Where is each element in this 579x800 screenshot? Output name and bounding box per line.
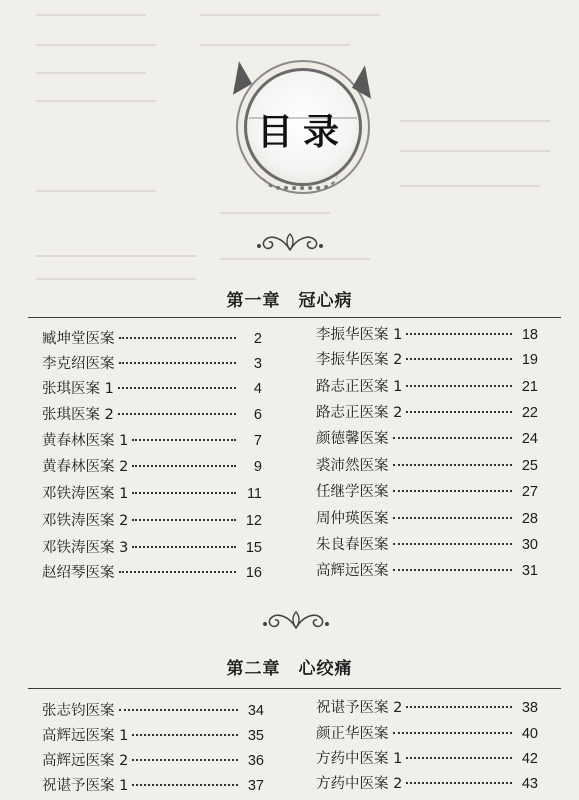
toc-entry-name: 方药中医案 2 — [316, 776, 403, 792]
toc-entry-name: 颜正华医案 — [316, 726, 389, 742]
toc-entry-name: 臧坤堂医案 — [42, 331, 115, 347]
toc-entry-page: 38 — [521, 700, 538, 716]
toc-entry[interactable] — [316, 376, 538, 398]
toc-entry[interactable] — [42, 483, 262, 505]
toc-entry[interactable] — [42, 353, 262, 375]
toc-entry[interactable] — [42, 700, 264, 722]
toc-entry-page: 31 — [521, 563, 538, 579]
toc-entry-name: 李克绍医案 — [42, 356, 115, 372]
title-emblem — [226, 54, 376, 182]
toc-entry[interactable] — [316, 324, 538, 346]
toc-entry[interactable] — [42, 562, 262, 584]
toc-entry-name: 路志正医案 1 — [316, 379, 403, 395]
toc-entry[interactable] — [316, 428, 538, 450]
leader-dots — [406, 333, 512, 335]
leader-dots — [132, 519, 236, 521]
toc-entry-name: 路志正医案 2 — [316, 405, 403, 421]
flourish-ornament-2 — [259, 608, 333, 634]
leader-dots — [132, 784, 238, 786]
toc-entry-name: 李振华医案 1 — [316, 327, 403, 343]
leader-dots — [406, 782, 512, 784]
toc-entry-page: 4 — [253, 381, 262, 397]
leader-dots — [132, 546, 236, 548]
leader-dots — [119, 337, 237, 339]
toc-entry[interactable] — [316, 773, 538, 795]
toc-entry-page: 16 — [245, 565, 262, 581]
leader-dots — [393, 543, 513, 545]
toc-entry-page: 21 — [521, 379, 538, 395]
chapter-1-heading — [0, 286, 579, 311]
leader-dots — [406, 358, 512, 360]
leader-dots — [132, 759, 238, 761]
leader-dots — [393, 569, 513, 571]
toc-entry[interactable] — [316, 402, 538, 424]
toc-entry[interactable] — [42, 378, 262, 400]
chapter-2-rule — [28, 688, 561, 689]
leader-dots — [119, 571, 237, 573]
toc-entry-page: 43 — [521, 776, 538, 792]
toc-entry-name: 张志钧医案 — [42, 703, 115, 719]
leader-dots — [118, 387, 236, 389]
leader-dots — [393, 464, 513, 466]
toc-entry-page: 2 — [253, 331, 262, 347]
flourish-ornament-1 — [253, 230, 327, 256]
toc-entry-name: 黄春林医案 1 — [42, 433, 129, 449]
toc-entry-name: 邓铁涛医案 3 — [42, 540, 129, 556]
toc-entry[interactable] — [42, 750, 264, 772]
leader-dots — [406, 706, 512, 708]
chapter-2-number: 第二章 — [226, 659, 281, 679]
chapter-1-title: 冠心病 — [298, 291, 353, 311]
toc-entry-name: 高辉远医案 1 — [42, 728, 129, 744]
toc-entry[interactable] — [316, 748, 538, 770]
toc-entry[interactable] — [42, 725, 264, 747]
toc-entry[interactable] — [316, 508, 538, 530]
leader-dots — [118, 413, 236, 415]
toc-entry[interactable] — [316, 560, 538, 582]
toc-entry[interactable] — [42, 404, 262, 426]
chapter-2-heading — [0, 654, 579, 679]
toc-entry[interactable] — [42, 537, 262, 559]
toc-entry-page: 27 — [521, 484, 538, 500]
chapter-1-rule — [28, 317, 561, 318]
leader-dots — [132, 465, 236, 467]
toc-entry-page: 28 — [521, 511, 538, 527]
toc-entry-name: 高辉远医案 — [316, 563, 389, 579]
toc-entry-name: 张琪医案 2 — [42, 407, 114, 423]
toc-entry-name: 朱良春医案 — [316, 537, 389, 553]
toc-entry-page: 6 — [253, 407, 262, 423]
leader-dots — [119, 362, 237, 364]
page-title: 目录 — [256, 112, 349, 153]
toc-entry-page: 36 — [247, 753, 264, 769]
toc-entry[interactable] — [316, 481, 538, 503]
toc-entry-name: 张琪医案 1 — [42, 381, 114, 397]
leader-dots — [393, 490, 513, 492]
leader-dots — [393, 437, 513, 439]
toc-entry-name: 裘沛然医案 — [316, 458, 389, 474]
toc-entry[interactable] — [316, 723, 538, 745]
toc-entry[interactable] — [316, 697, 538, 719]
toc-entry-page: 22 — [521, 405, 538, 421]
title-badge — [244, 68, 362, 186]
toc-entry-page: 35 — [247, 728, 264, 744]
leader-dots — [406, 757, 512, 759]
toc-entry-page: 18 — [521, 327, 538, 343]
leader-dots — [393, 732, 513, 734]
toc-entry-page: 42 — [521, 751, 538, 767]
toc-entry-page: 34 — [247, 703, 264, 719]
toc-entry-page: 24 — [521, 431, 538, 447]
leader-dots — [132, 734, 238, 736]
scallop-ornament — [262, 172, 338, 190]
toc-entry[interactable] — [316, 349, 538, 371]
toc-entry-name: 祝谌予医案 1 — [42, 778, 129, 794]
toc-entry-page: 25 — [521, 458, 538, 474]
toc-entry-page: 37 — [247, 778, 264, 794]
toc-entry-page: 40 — [521, 726, 538, 742]
toc-entry[interactable] — [316, 455, 538, 477]
toc-entry[interactable] — [42, 510, 262, 532]
toc-entry-name: 黄春林医案 2 — [42, 459, 129, 475]
toc-entry-page: 30 — [521, 537, 538, 553]
toc-entry[interactable] — [42, 456, 262, 478]
toc-entry-name: 李振华医案 2 — [316, 352, 403, 368]
leader-dots — [119, 709, 239, 711]
chapter-1-number: 第一章 — [226, 291, 281, 311]
toc-entry-name: 邓铁涛医案 1 — [42, 486, 129, 502]
toc-entry[interactable] — [42, 328, 262, 350]
leader-dots — [406, 385, 512, 387]
toc-entry-name: 方药中医案 1 — [316, 751, 403, 767]
chapter-2-title: 心绞痛 — [298, 659, 353, 679]
toc-entry-page: 3 — [253, 356, 262, 372]
toc-entry-name: 邓铁涛医案 2 — [42, 513, 129, 529]
leader-dots — [406, 411, 512, 413]
toc-entry[interactable] — [42, 775, 264, 797]
toc-entry[interactable] — [316, 534, 538, 556]
leader-dots — [132, 492, 236, 494]
toc-entry-page: 7 — [253, 433, 262, 449]
toc-entry-page: 9 — [253, 459, 262, 475]
toc-entry-page: 12 — [245, 513, 262, 529]
toc-entry-name: 高辉远医案 2 — [42, 753, 129, 769]
toc-entry-name: 周仲瑛医案 — [316, 511, 389, 527]
toc-entry-name: 祝谌予医案 2 — [316, 700, 403, 716]
leader-dots — [132, 439, 236, 441]
toc-entry-page: 19 — [521, 352, 538, 368]
toc-entry-name: 颜德馨医案 — [316, 431, 389, 447]
toc-entry-page: 15 — [245, 540, 262, 556]
toc-entry-name: 赵绍琴医案 — [42, 565, 115, 581]
leader-dots — [393, 517, 513, 519]
toc-entry-name: 任继学医案 — [316, 484, 389, 500]
toc-entry-page: 11 — [246, 486, 262, 502]
toc-entry[interactable] — [42, 430, 262, 452]
